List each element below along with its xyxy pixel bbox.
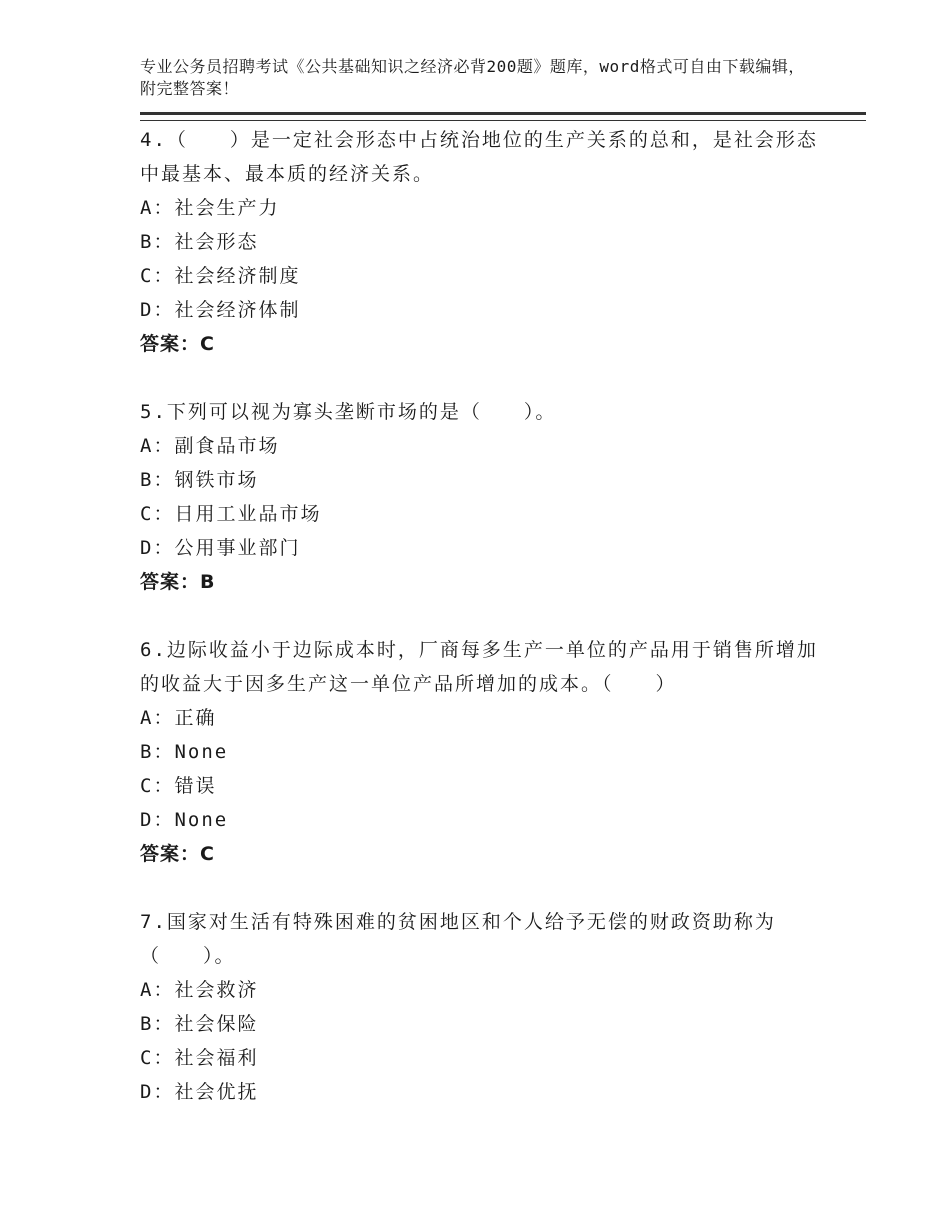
option-d: D：社会经济体制: [140, 299, 301, 321]
option-c: C：日用工业品市场: [140, 503, 322, 525]
document-header: 专业公务员招聘考试《公共基础知识之经济必背200题》题库，word格式可自由下载编辑，附完整答案！: [140, 57, 805, 98]
answer: 答案：C: [140, 333, 215, 355]
question-6: [140, 633, 866, 871]
option-d: D：社会优抚: [140, 1081, 259, 1103]
question-stem: 7.国家对生活有特殊困难的贫困地区和个人给予无偿的财政资助称为（ ）。: [140, 911, 776, 967]
option-a: A：正确: [140, 707, 217, 729]
option-b: B：钢铁市场: [140, 469, 259, 491]
header-divider: [140, 112, 866, 121]
question-5: [140, 395, 866, 599]
option-b: B：社会形态: [140, 231, 259, 253]
question-7: [140, 905, 866, 1109]
option-c: C：社会福利: [140, 1047, 259, 1069]
answer: 答案：C: [140, 843, 215, 865]
option-a: A：副食品市场: [140, 435, 280, 457]
question-stem: 6.边际收益小于边际成本时，厂商每多生产一单位的产品用于销售所增加的收益大于因多生产这一单位产品所增加的成本。（ ）: [140, 639, 818, 695]
option-b: B：社会保险: [140, 1013, 259, 1035]
question-stem: 5.下列可以视为寡头垄断市场的是（ ）。: [140, 401, 557, 423]
option-d: D：None: [140, 809, 229, 831]
option-c: C：错误: [140, 775, 217, 797]
option-d: D：公用事业部门: [140, 537, 301, 559]
question-4: [140, 123, 866, 361]
question-stem: 4.（ ）是一定社会形态中占统治地位的生产关系的总和，是社会形态中最基本、最本质的经济关系。: [140, 129, 818, 185]
option-a: A：社会生产力: [140, 197, 280, 219]
option-c: C：社会经济制度: [140, 265, 301, 287]
document-page: [140, 56, 866, 1109]
answer: 答案：B: [140, 571, 216, 593]
option-b: B：None: [140, 741, 229, 763]
option-a: A：社会救济: [140, 979, 259, 1001]
